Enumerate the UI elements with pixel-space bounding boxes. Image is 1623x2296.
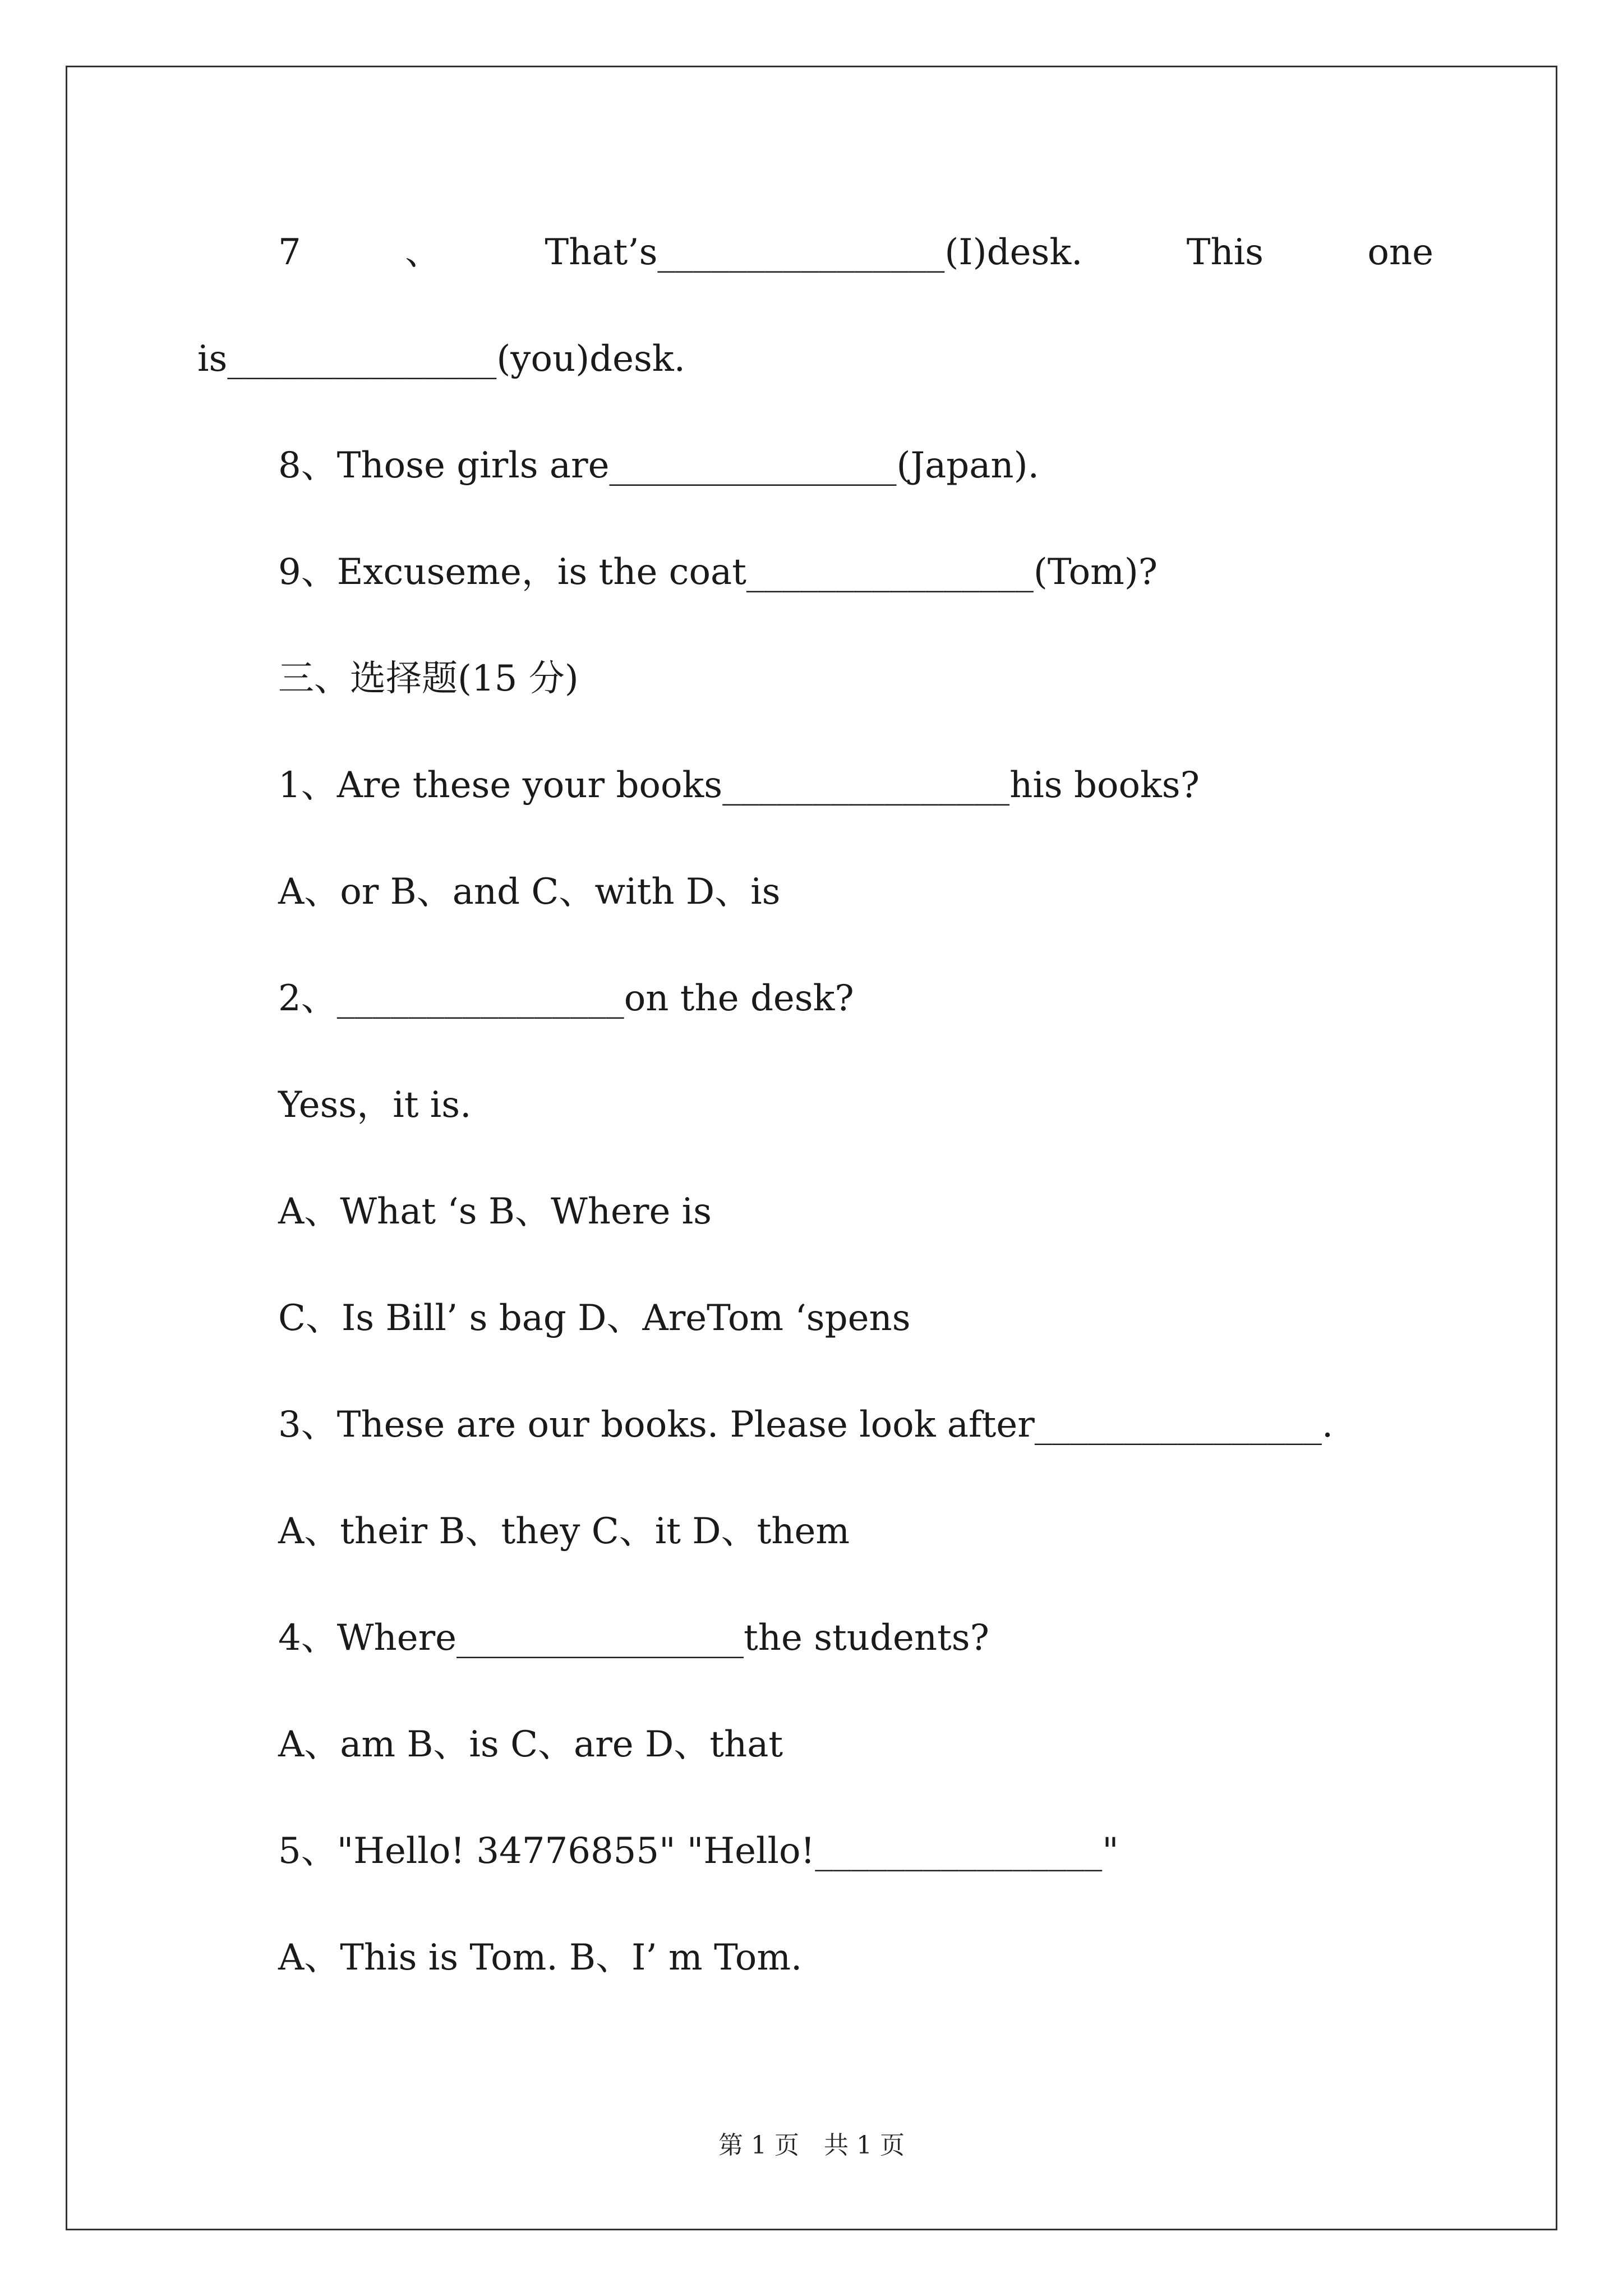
question-8: 8、Those girls are________________(Japan). [278, 445, 1039, 486]
page-border [66, 66, 1557, 2230]
question-7-line-1 [278, 230, 1433, 275]
question-7-word-this: This [1186, 232, 1264, 273]
mc-2-stem: 2、________________on the desk? [278, 978, 854, 1019]
mc-4-options: A、am B、is C、are D、that [278, 1724, 783, 1765]
question-7-number: 7 [278, 232, 301, 273]
question-7-text: That’s________________(I)desk. [545, 232, 1083, 273]
mc-1-stem: 1、Are these your books________________his books? [278, 765, 1200, 806]
question-7-line-2: is_______________(you)desk. [197, 338, 685, 380]
question-7-separator: 、 [405, 232, 441, 273]
mc-5-stem: 5、"Hello! 34776855" "Hello!________________" [278, 1830, 1119, 1872]
mc-4-stem: 4、Where________________the students? [278, 1617, 989, 1659]
section-3-title: 三、选择题(15 分) [278, 658, 579, 700]
mc-2-answer-line: Yess，it is. [278, 1084, 472, 1126]
mc-3-stem: 3、These are our books. Please look after________________. [278, 1404, 1334, 1446]
mc-2-options-cd: C、Is Bill’ s bag D、AreTom ‘spens [278, 1297, 911, 1339]
mc-1-options: A、or B、and C、with D、is [278, 871, 781, 913]
question-7-word-one: one [1367, 232, 1433, 273]
mc-5-options: A、This is Tom. B、I’ m Tom. [278, 1937, 803, 1978]
mc-3-options: A、their B、they C、it D、them [278, 1511, 850, 1552]
mc-2-options-ab: A、What ‘s B、Where is [278, 1191, 712, 1232]
question-9: 9、Excuseme，is the coat________________(Tom)? [278, 551, 1158, 593]
page-footer: 第 1 页 共 1 页 [718, 2131, 905, 2160]
